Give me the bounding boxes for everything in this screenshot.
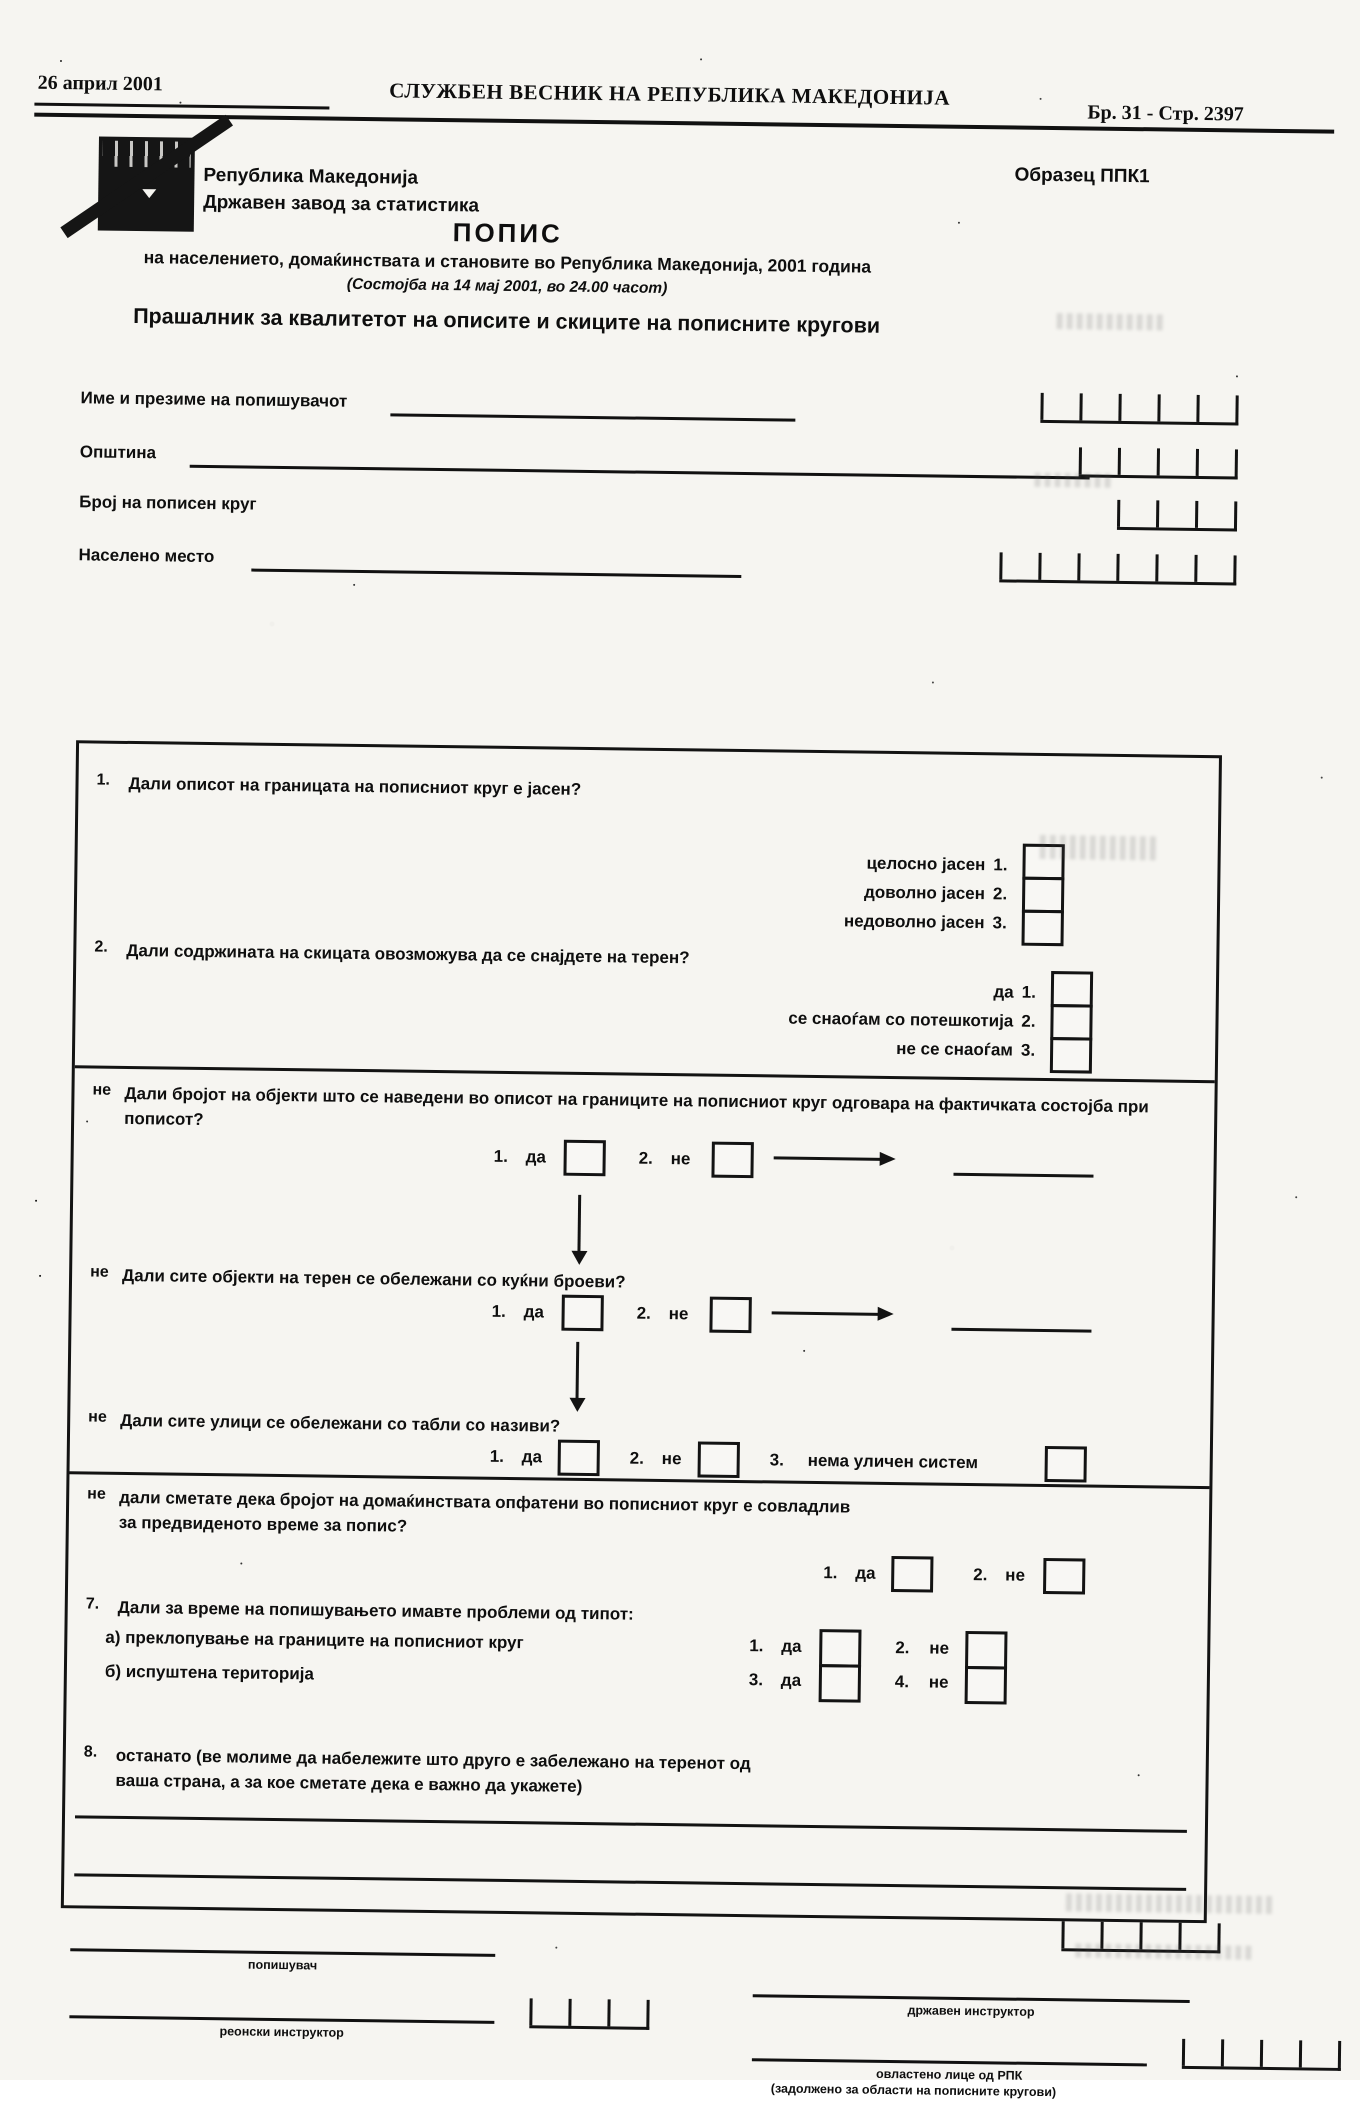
digit-cell[interactable]: [1118, 394, 1157, 422]
digit-cell[interactable]: [1299, 2040, 1338, 2068]
digit-cell[interactable]: [1155, 554, 1194, 582]
municipality-line[interactable]: [190, 465, 1090, 480]
q4-number: не: [90, 1263, 109, 1281]
q6-yes-box[interactable]: [891, 1556, 933, 1593]
q1-option-1-code: 1.: [993, 855, 1008, 875]
q6-yes-label: да: [855, 1563, 876, 1583]
q5-number: не: [88, 1408, 107, 1426]
q7-b-no-label: не: [928, 1672, 949, 1692]
q7-b-no-box[interactable]: [965, 1666, 1007, 1705]
q4-no-label: не: [668, 1304, 689, 1324]
authorized-person-code-boxes[interactable]: [1182, 2039, 1341, 2071]
q2-option-2-code: 2.: [1021, 1011, 1036, 1031]
q3-yes-box[interactable]: [563, 1140, 605, 1177]
q3-no-label: не: [670, 1149, 691, 1169]
q1-box-3[interactable]: [1021, 910, 1063, 947]
q3-no-code: 2.: [638, 1148, 653, 1168]
question-1: [96, 772, 1016, 809]
digit-cell[interactable]: [1118, 448, 1157, 476]
q1-option-2-label: доволно јасен: [863, 882, 986, 904]
q5-no-box[interactable]: [698, 1441, 740, 1478]
q6-no-code: 2.: [973, 1565, 988, 1585]
q4-yes-label: да: [523, 1302, 545, 1322]
state-instructor-signature-label: државен инструктор: [907, 2003, 1035, 2019]
q3-branch-arrow: [774, 1156, 882, 1160]
q1-option-3: [637, 904, 1007, 938]
q4-no-box[interactable]: [709, 1297, 751, 1334]
q5-no-label: не: [661, 1448, 682, 1469]
enumerator-name-label: Име и презиме на попишувачот: [80, 388, 348, 411]
question-8: [83, 1743, 784, 1801]
q3-no-box[interactable]: [711, 1142, 753, 1179]
q8-number: 8.: [83, 1743, 98, 1761]
digit-cell[interactable]: [1156, 500, 1195, 528]
settlement-line[interactable]: [251, 569, 741, 578]
q7-sub-a-label: а) преклопување на границите на пописниот круг: [105, 1627, 524, 1653]
census-subtitle: на населението, домаќинствата и становите во Република Македонија, 2001 година: [143, 247, 872, 277]
q6-no-box[interactable]: [1043, 1558, 1085, 1595]
q7-sub-b-label: б) испуштена територија: [104, 1661, 315, 1684]
digit-cell[interactable]: [1157, 394, 1196, 422]
q3-writein-line[interactable]: [953, 1173, 1093, 1178]
section-divider-2: [69, 1471, 1209, 1489]
enumerator-signature-label: попишувач: [247, 1957, 318, 1973]
q7-text: Дали за време на попишувањето имавте проблеми од типот:: [117, 1597, 634, 1624]
q4-yes-code: 1.: [491, 1301, 506, 1321]
municipality-label: Општина: [79, 442, 157, 463]
q4-text: Дали сите објекти на терен се обележани со куќни броеви?: [121, 1265, 626, 1292]
q3-number: не: [92, 1081, 112, 1099]
q1-number: 1.: [96, 771, 111, 789]
q2-option-1-code: 1.: [1021, 982, 1037, 1002]
q7-yes-boxes: [819, 1629, 862, 1703]
census-status-line: (Состојба на 14 мај 2001, во 24.00 часот): [346, 275, 668, 297]
q7-no-boxes: [965, 1631, 1008, 1705]
q4-writein-line[interactable]: [951, 1328, 1091, 1333]
bleedthrough-artifact: [1034, 473, 1114, 488]
q2-number: 2.: [94, 938, 108, 956]
q7-a-yes-label: да: [781, 1636, 802, 1656]
q8-writein-line-2[interactable]: [74, 1873, 1186, 1891]
q1-options: [637, 846, 1008, 938]
census-title: ПОПИС: [452, 217, 563, 249]
q2-box-2[interactable]: [1050, 1004, 1092, 1041]
q7-number: 7.: [85, 1595, 100, 1613]
bleedthrough-artifact: [1057, 313, 1167, 330]
q3-yes-code: 1.: [493, 1146, 508, 1166]
circle-number-boxes[interactable]: [1117, 500, 1237, 532]
enumerator-code-boxes[interactable]: [1040, 393, 1238, 426]
digit-cell[interactable]: [1077, 553, 1116, 581]
digit-cell[interactable]: [1040, 393, 1079, 421]
q2-option-2-label: се снаоѓам со потешкотија: [788, 1008, 1014, 1031]
q5-option-3-code: 3.: [769, 1450, 785, 1470]
q7-a-no-code: 2.: [895, 1638, 910, 1658]
q1-text: Дали описот на границата на пописниот круг е јасен?: [128, 773, 582, 799]
q2-option-3: [635, 1031, 1035, 1065]
date-underline: [34, 103, 329, 110]
q3-continue-arrow: [577, 1195, 581, 1253]
q1-option-2-code: 2.: [992, 884, 1008, 904]
q4-branch-arrow: [772, 1311, 880, 1315]
q5-yes-box[interactable]: [558, 1440, 600, 1477]
question-7: [86, 1595, 986, 1631]
section-divider-1: [75, 1065, 1215, 1083]
q5-yes-label: да: [521, 1447, 543, 1467]
header-date: 26 април 2001: [37, 71, 163, 96]
q5-text: Дали сите улици се обележани со табли со називи?: [120, 1410, 561, 1436]
digit-cell[interactable]: [1157, 448, 1196, 476]
q2-answer-boxes: [1050, 971, 1093, 1074]
q6-number: не: [87, 1485, 106, 1503]
bleedthrough-artifact: [1066, 1893, 1276, 1914]
q5-no-code: 2.: [629, 1448, 645, 1468]
q4-no-code: 2.: [636, 1303, 651, 1323]
form-code: Образец ППК1: [1014, 164, 1150, 188]
enumerator-name-line[interactable]: [390, 413, 795, 421]
logo-check-notch: [142, 189, 156, 198]
issue-page-number: Бр. 31 - Стр. 2397: [1087, 101, 1244, 126]
q2-box-1[interactable]: [1051, 971, 1093, 1008]
q1-box-2[interactable]: [1022, 877, 1064, 914]
q2-options: [635, 973, 1036, 1065]
digit-cell[interactable]: [1079, 393, 1118, 421]
digit-cell[interactable]: [999, 552, 1038, 580]
q7-b-yes-code: 3.: [748, 1670, 764, 1690]
q2-box-3[interactable]: [1050, 1037, 1092, 1074]
scan-noise: [60, 60, 62, 62]
q3-text: Дали бројот на објекти што се наведени во описот на границите на пописниот круг одговара на фактичката состојба при пописот?: [124, 1083, 1149, 1129]
settlement-code-boxes[interactable]: [999, 552, 1236, 585]
question-3: [92, 1082, 1183, 1146]
q1-option-3-label: недоволно јасен: [843, 911, 985, 933]
q6-text: дали сметате дека бројот на домаќинствата опфатени во пописниот круг е совладлив за предвиденото време за попис?: [118, 1487, 851, 1536]
digit-cell[interactable]: [1194, 555, 1233, 583]
question-6: [87, 1485, 858, 1544]
q1-option-3-code: 3.: [992, 913, 1007, 933]
question-2: [94, 939, 1014, 976]
bleedthrough-artifact: [1040, 835, 1160, 861]
circle-number-label: Број на пописен круг: [79, 492, 257, 514]
q2-option-1-label: да: [993, 982, 1014, 1002]
digit-cell[interactable]: [1079, 447, 1118, 475]
q4-yes-box[interactable]: [561, 1295, 603, 1332]
digit-cell[interactable]: [1196, 449, 1235, 477]
q6-yes-code: 1.: [823, 1563, 838, 1583]
q7-b-yes-label: да: [780, 1670, 802, 1690]
digit-cell[interactable]: [1260, 2040, 1299, 2068]
q8-writein-line-1[interactable]: [75, 1815, 1187, 1833]
digit-cell[interactable]: [1038, 553, 1077, 581]
gazette-title: СЛУЖБЕН ВЕСНИК НА РЕПУБЛИКА МАКЕДОНИЈА: [389, 78, 951, 110]
digit-cell[interactable]: [1116, 554, 1155, 582]
regional-instructor-signature-label: реонски инструктор: [219, 2024, 344, 2040]
authorized-person-signature-label: овластено лице од РПК: [875, 2066, 1023, 2083]
q7-a-yes-box[interactable]: [819, 1629, 861, 1668]
questions-frame: [61, 740, 1222, 1923]
q7-a-yes-code: 1.: [749, 1636, 764, 1656]
q5-yes-code: 1.: [489, 1446, 505, 1466]
q7-a-no-label: не: [929, 1638, 950, 1658]
digit-cell[interactable]: [1196, 395, 1235, 423]
q2-text: Дали содржината на скицата овозможува да се снајдете на терен?: [126, 940, 690, 968]
digit-cell[interactable]: [1195, 501, 1234, 529]
questionnaire-title: Прашалник за квалитетот на описите и скиците на пописните кругови: [132, 303, 881, 338]
q5-option-3-box[interactable]: [1044, 1446, 1086, 1483]
q7-b-no-code: 4.: [894, 1672, 910, 1692]
digit-cell[interactable]: [568, 1999, 607, 2027]
signature-footnote: (задолжено за области на пописните кругови): [770, 2081, 1057, 2100]
q3-yes-label: да: [525, 1147, 547, 1167]
regional-instructor-code-boxes[interactable]: [529, 1998, 649, 2030]
q7-a-no-box[interactable]: [965, 1631, 1007, 1670]
digit-cell[interactable]: [1117, 500, 1156, 528]
issuer-office: Државен завод за статистика: [203, 191, 480, 217]
q5-option-3-label: нема уличен систем: [807, 1450, 979, 1473]
settlement-label: Населено место: [78, 545, 215, 567]
bleedthrough-artifact: [1075, 1943, 1255, 1959]
digit-cell[interactable]: [607, 1999, 646, 2027]
digit-cell[interactable]: [529, 1998, 568, 2026]
q1-option-1-label: целосно јасен: [866, 853, 986, 875]
q2-option-3-code: 3.: [1020, 1040, 1036, 1060]
digit-cell[interactable]: [1221, 2039, 1260, 2067]
q8-text: останато (ве молиме да набележите што друго е забележано на теренот од ваша страна, а за кое сметате дека е важно да укажете): [115, 1745, 751, 1796]
digit-cell[interactable]: [1182, 2039, 1221, 2067]
q2-option-3-label: не се снаоѓам: [896, 1039, 1014, 1060]
issuer-country: Република Македонија: [203, 164, 419, 189]
q4-continue-arrow: [576, 1342, 580, 1400]
q7-b-yes-box[interactable]: [819, 1664, 861, 1703]
q6-no-label: не: [1005, 1565, 1026, 1585]
